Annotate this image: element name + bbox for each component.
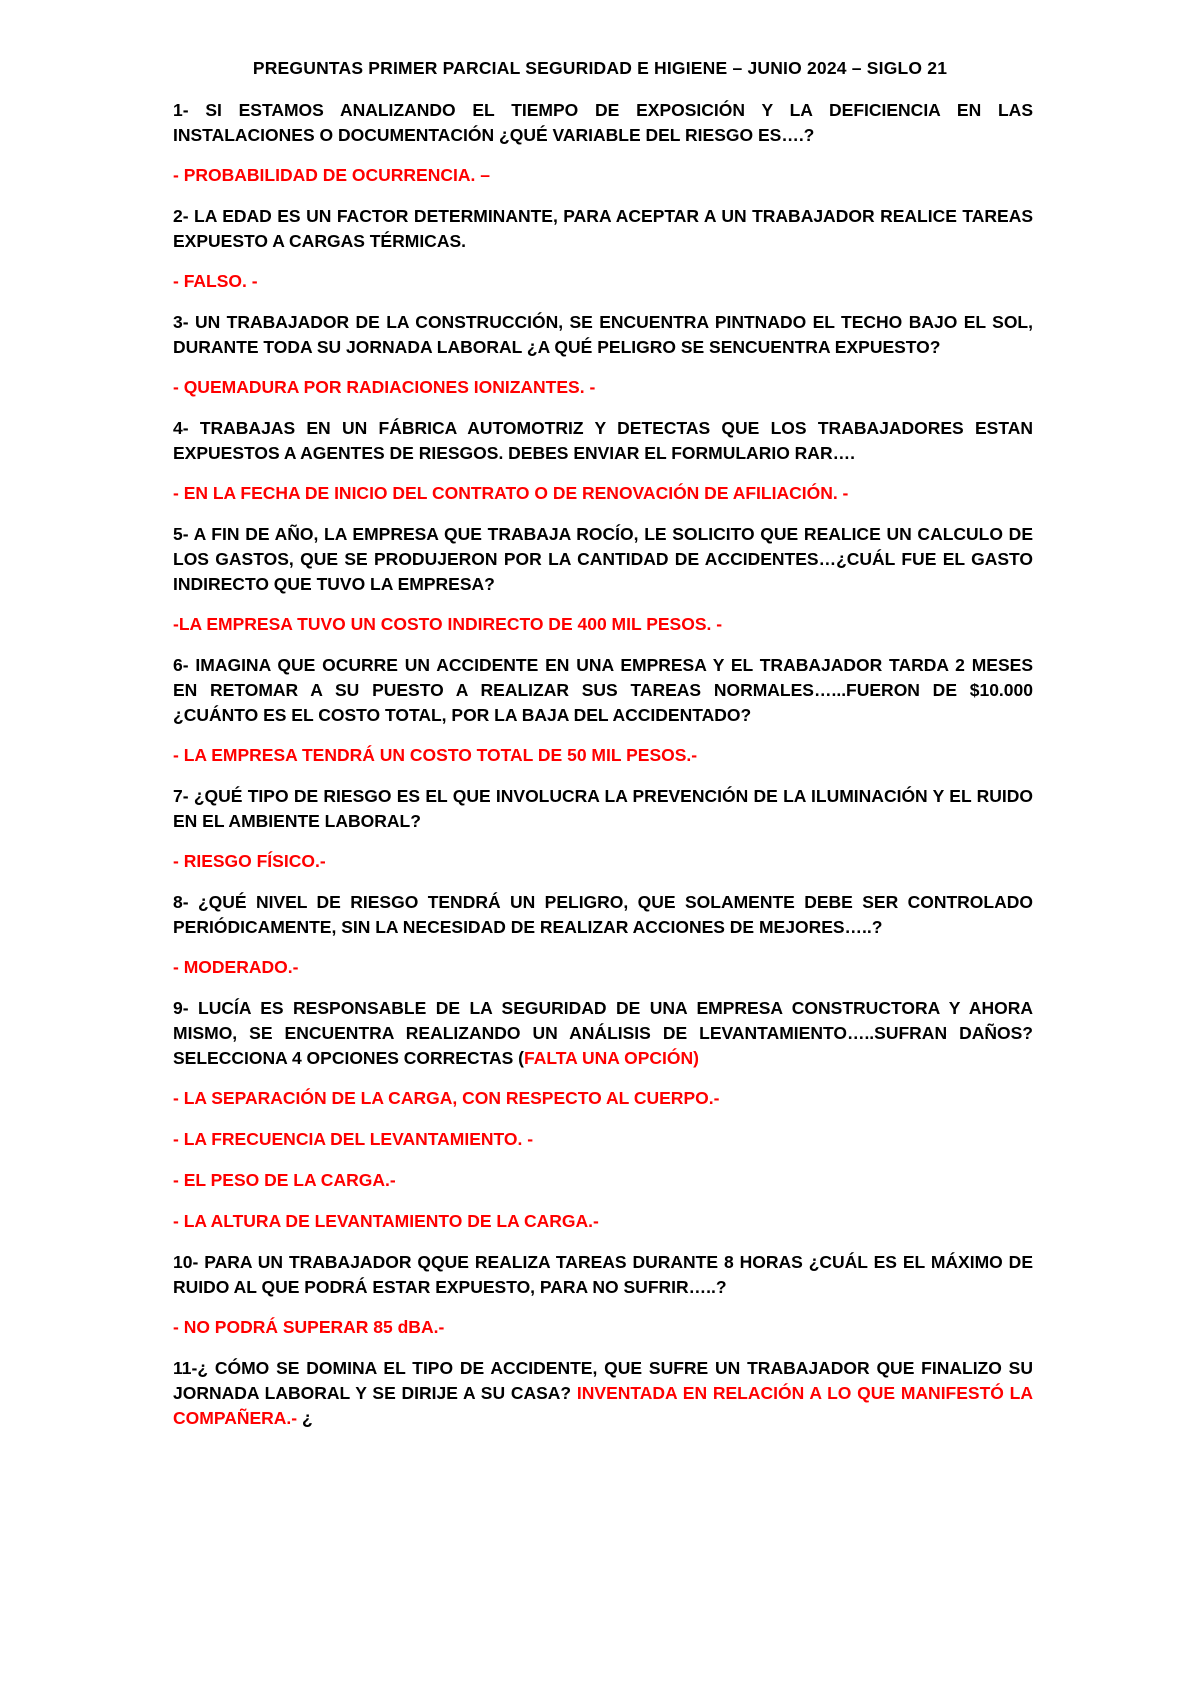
question-11 xyxy=(173,1356,1033,1431)
document-title: PREGUNTAS PRIMER PARCIAL SEGURIDAD E HIGIENE – JUNIO 2024 – SIGLO 21 xyxy=(252,58,948,78)
answer-10: - NO PODRÁ SUPERAR 85 dBA.- xyxy=(173,1317,445,1337)
answer-4: - EN LA FECHA DE INICIO DEL CONTRATO O DE RENOVACIÓN DE AFILIACIÓN. - xyxy=(173,483,849,503)
question-4: 4- TRABAJAS EN UN FÁBRICA AUTOMOTRIZ Y DETECTAS QUE LOS TRABAJADORES ESTAN EXPUESTOS A AGENTES DE RIESGOS. DEBES ENVIAR EL FORMULARIO RAR…. xyxy=(173,418,1033,463)
answer-8: - MODERADO.- xyxy=(173,957,299,977)
answer-9-option-1: - LA SEPARACIÓN DE LA CARGA, CON RESPECTO AL CUERPO.- xyxy=(173,1088,720,1108)
question-1: 1- SI ESTAMOS ANALIZANDO EL TIEMPO DE EXPOSICIÓN Y LA DEFICIENCIA EN LAS INSTALACIONES O DOCUMENTACIÓN ¿QUÉ VARIABLE DEL RIESGO ES….? xyxy=(173,100,1033,145)
answer-1: - PROBABILIDAD DE OCURRENCIA. – xyxy=(173,165,490,185)
question-11-text: 11-¿ CÓMO SE DOMINA EL TIPO DE ACCIDENTE, QUE SUFRE UN TRABAJADOR QUE FINALIZO SU JORNADA LABORAL Y SE DIRIJE A SU CASA? xyxy=(173,1358,1033,1403)
answer-2: - FALSO. - xyxy=(173,271,258,291)
answer-7: - RIESGO FÍSICO.- xyxy=(173,851,326,871)
answer-6: - LA EMPRESA TENDRÁ UN COSTO TOTAL DE 50 MIL PESOS.- xyxy=(173,745,698,765)
question-11-tail: ¿ xyxy=(302,1408,313,1428)
answer-9-option-3: - EL PESO DE LA CARGA.- xyxy=(173,1170,396,1190)
question-6: 6- IMAGINA QUE OCURRE UN ACCIDENTE EN UNA EMPRESA Y EL TRABAJADOR TARDA 2 MESES EN RETOMAR A SU PUESTO A REALIZAR SUS TAREAS NORMALES…...FUERON DE $10.000 ¿CUÁNTO ES EL COSTO TOTAL, POR LA BAJA DEL ACCIDENTADO? xyxy=(173,655,1033,725)
question-7: 7- ¿QUÉ TIPO DE RIESGO ES EL QUE INVOLUCRA LA PREVENCIÓN DE LA ILUMINACIÓN Y EL RUIDO EN EL AMBIENTE LABORAL? xyxy=(173,786,1033,831)
question-8: 8- ¿QUÉ NIVEL DE RIESGO TENDRÁ UN PELIGRO, QUE SOLAMENTE DEBE SER CONTROLADO PERIÓDICAMENTE, SIN LA NECESIDAD DE REALIZAR ACCIONES DE MEJORES…..? xyxy=(173,892,1033,937)
question-9-note: FALTA UNA OPCIÓN) xyxy=(524,1048,699,1068)
question-list xyxy=(173,98,1033,1446)
answer-5: -LA EMPRESA TUVO UN COSTO INDIRECTO DE 400 MIL PESOS. - xyxy=(173,614,723,634)
question-11-note: INVENTADA EN RELACIÓN A LO QUE MANIFESTÓ LA COMPAÑERA.- xyxy=(173,1383,1033,1428)
question-3: 3- UN TRABAJADOR DE LA CONSTRUCCIÓN, SE ENCUENTRA PINTNADO EL TECHO BAJO EL SOL, DURANTE TODA SU JORNADA LABORAL ¿A QUÉ PELIGRO SE SENCUENTRA EXPUESTO? xyxy=(173,312,1033,357)
question-9 xyxy=(173,996,1033,1071)
question-2: 2- LA EDAD ES UN FACTOR DETERMINANTE, PARA ACEPTAR A UN TRABAJADOR REALICE TAREAS EXPUESTO A CARGAS TÉRMICAS. xyxy=(173,206,1033,251)
answer-9-option-4: - LA ALTURA DE LEVANTAMIENTO DE LA CARGA.- xyxy=(173,1211,599,1231)
question-9-text: 9- LUCÍA ES RESPONSABLE DE LA SEGURIDAD DE UNA EMPRESA CONSTRUCTORA Y AHORA MISMO, SE ENCUENTRA REALIZANDO UN ANÁLISIS DE LEVANTAMIENTO…..SUFRAN DAÑOS? SELECCIONA 4 OPCIONES CORRECTAS ( xyxy=(173,998,1033,1068)
question-5: 5- A FIN DE AÑO, LA EMPRESA QUE TRABAJA ROCÍO, LE SOLICITO QUE REALICE UN CALCULO DE LOS GASTOS, QUE SE PRODUJERON POR LA CANTIDAD DE ACCIDENTES…¿CUÁL FUE EL GASTO INDIRECTO QUE TUVO LA EMPRESA? xyxy=(173,524,1033,594)
answer-3: - QUEMADURA POR RADIACIONES IONIZANTES. - xyxy=(173,377,596,397)
question-10: 10- PARA UN TRABAJADOR QQUE REALIZA TAREAS DURANTE 8 HORAS ¿CUÁL ES EL MÁXIMO DE RUIDO AL QUE PODRÁ ESTAR EXPUESTO, PARA NO SUFRIR…..? xyxy=(173,1252,1033,1297)
answer-9-option-2: - LA FRECUENCIA DEL LEVANTAMIENTO. - xyxy=(173,1129,534,1149)
